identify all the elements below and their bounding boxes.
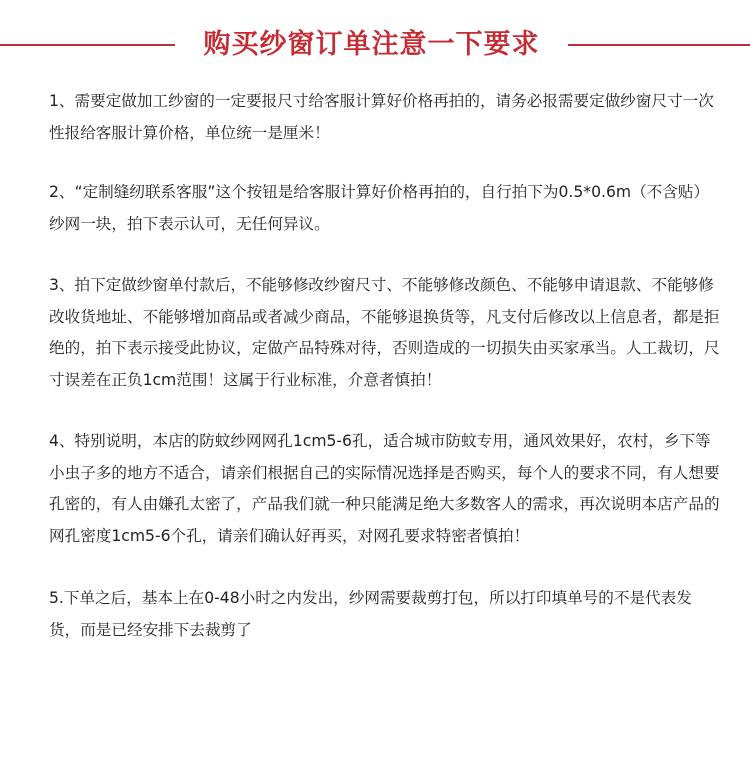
title-rule-left [0,44,175,46]
notice-list [49,86,721,674]
notice-item-4: 4、特别说明，本店的防蚊纱网网孔1cm5-6孔，适合城市防蚊专用，通风效果好，农村，乡下等小虫子多的地方不适合，请亲们根据自己的实际情况选择是否购买，每个人的要求不同，有人想要孔密的，有人由嫌孔太密了，产品我们就一种只能满足绝大多数客人的需求，再次说明本店产品的网孔密度1cm5-6个孔，请亲们确认好再买，对网孔要求特密者慎拍！ [49,432,720,545]
page-header [0,22,750,72]
notice-item-1: 1、需要定做加工纱窗的一定要报尺寸给客服计算好价格再拍的，请务必报需要定做纱窗尺寸一次性报给客服计算价格，单位统一是厘米！ [49,92,714,142]
notice-item-2: 2、“定制缝纫联系客服”这个按钮是给客服计算好价格再拍的，自行拍下为0.5*0.6m（不含贴）纱网一块，拍下表示认可，无任何异议。 [49,183,710,233]
page-title: 购买纱窗订单注意一下要求 [203,29,540,60]
notice-item-5: 5.下单之后，基本上在0-48小时之内发出，纱网需要裁剪打包，所以打印填单号的不是代表发货，而是已经安排下去裁剪了 [49,589,692,639]
notice-item-3: 3、拍下定做纱窗单付款后，不能够修改纱窗尺寸、不能够修改颜色、不能够申请退款、不能够修改收货地址、不能够增加商品或者减少商品，不能够退换货等，凡支付后修改以上信息者，都是拒绝的，拍下表示接受此协议，定做产品特殊对待，否则造成的一切损失由买家承当。人工裁切，尺寸误差在正负1cm范围！这属于行业标准，介意者慎拍！ [49,276,720,389]
title-rule-right [568,44,750,46]
